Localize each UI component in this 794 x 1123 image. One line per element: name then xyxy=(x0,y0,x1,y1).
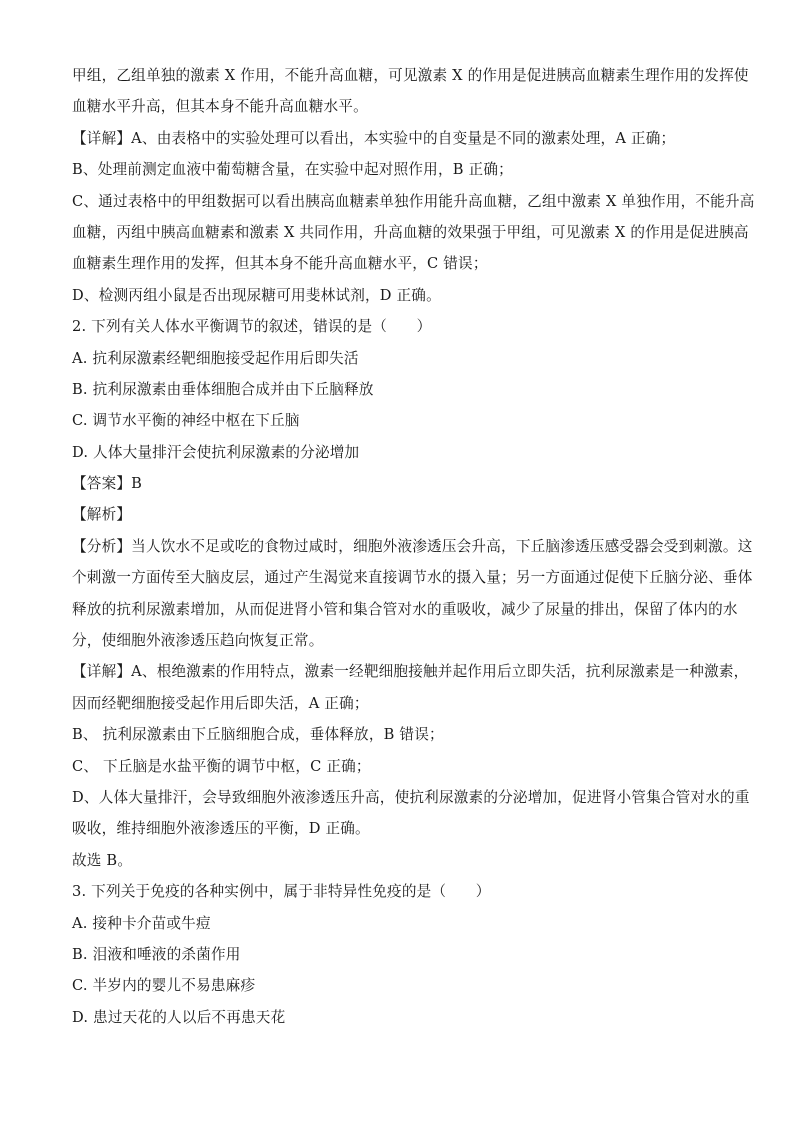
option-d: D. 人体大量排汗会使抗利尿激素的分泌增加 xyxy=(72,443,360,461)
text-line: 血糖素生理作用的发挥，但其本身不能升高血糖水平，C 错误； xyxy=(72,255,488,273)
text-line: C、 下丘脑是水盐平衡的调节中枢，C 正确； xyxy=(72,757,371,775)
document-page xyxy=(72,60,755,1033)
text-line: 甲组，乙组单独的激素 X 作用，不能升高血糖，可见激素 X 的作用是促进胰高血糖素生理作用的发挥使 xyxy=(72,67,749,84)
analysis-heading: 【解析】 xyxy=(72,506,132,524)
option-a: A. 抗利尿激素经靶细胞接受起作用后即失活 xyxy=(72,349,359,367)
text-line: 释放的抗利尿激素增加，从而促进肾小管和集合管对水的重吸收，减少了尿量的排出，保留了体内的水 xyxy=(72,600,738,618)
answer-line: 【答案】B xyxy=(72,475,143,493)
text-line: 血糖，丙组中胰高血糖素和激素 X 共同作用，升高血糖的效果强于甲组，可见激素 X 的作用是促进胰高 xyxy=(72,223,749,241)
text-line: B、处理前测定血液中葡萄糖含量，在实验中起对照作用，B 正确； xyxy=(72,161,513,179)
text-line: 血糖水平升高，但其本身不能升高血糖水平。 xyxy=(72,98,368,116)
text-line: 因而经靶细胞接受起作用后即失活，A 正确； xyxy=(72,694,369,712)
question-stem: 3. 下列关于免疫的各种实例中，属于非特异性免疫的是（ ） xyxy=(72,883,491,901)
option-b: B. 抗利尿激素由垂体细胞合成并由下丘脑释放 xyxy=(72,380,374,398)
conclusion-line: 故选 B。 xyxy=(72,851,133,869)
option-b: B. 泪液和唾液的杀菌作用 xyxy=(72,945,241,963)
text-line: 吸收，维持细胞外液渗透压的平衡，D 正确。 xyxy=(72,820,370,838)
option-a: A. 接种卡介苗或牛痘 xyxy=(72,914,211,932)
text-line: B、 抗利尿激素由下丘脑细胞合成，垂体释放，B 错误； xyxy=(72,726,444,744)
text-line: C、通过表格中的甲组数据可以看出胰高血糖素单独作用能升高血糖，乙组中激素 X 单独作用，不能升高 xyxy=(72,192,755,210)
text-line: D、人体大量排汗，会导致细胞外液渗透压升高，使抗利尿激素的分泌增加，促进肾小管集合管对水的重 xyxy=(72,788,750,806)
option-d: D. 患过天花的人以后不再患天花 xyxy=(72,1008,286,1026)
text-line: 【分析】当人饮水不足或吃的食物过咸时，细胞外液渗透压会升高，下丘脑渗透压感受器会受到刺激。这 xyxy=(72,537,753,555)
text-line: D、检测丙组小鼠是否出现尿糖可用斐林试剂，D 正确。 xyxy=(72,286,441,304)
text-line: 个刺激一方面传至大脑皮层，通过产生渴觉来直接调节水的摄入量；另一方面通过促使下丘脑分泌、垂体 xyxy=(72,569,753,587)
option-c: C. 调节水平衡的神经中枢在下丘脑 xyxy=(72,412,300,430)
option-c: C. 半岁内的婴儿不易患麻疹 xyxy=(72,977,256,995)
text-line: 分，使细胞外液渗透压趋向恢复正常。 xyxy=(72,632,324,650)
text-line: 【详解】A、由表格中的实验处理可以看出，本实验中的自变量是不同的激素处理，A 正确； xyxy=(72,129,676,147)
question-stem: 2. 下列有关人体水平衡调节的叙述，错误的是（ ） xyxy=(72,318,432,336)
text-line: 【详解】A、根绝激素的作用特点，激素一经靶细胞接触并起作用后立即失活，抗利尿激素是一种激素， xyxy=(72,663,749,681)
